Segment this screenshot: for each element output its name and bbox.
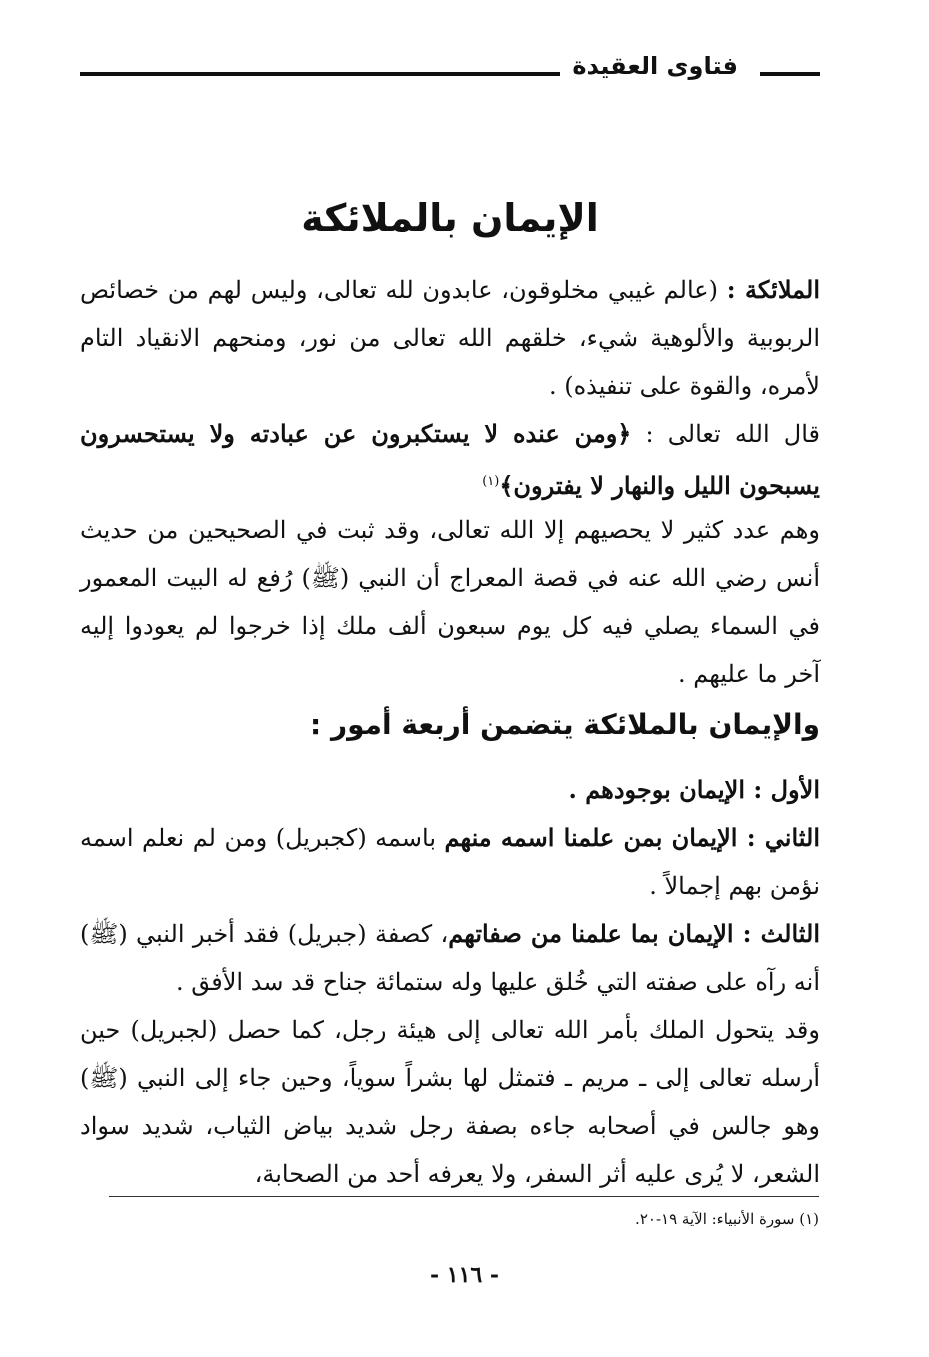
item-text: باسمه (كجبريل) ومن لم نعلم اسمه نؤمن بهم إجمالاً . — [80, 824, 820, 900]
definition-text: (عالم غيبي مخلوقون، عابدون لله تعالى، وليس لهم من خصائص الربوبية والألوهية شيء، خلقهم الله تعالى من نور، ومنحهم الانقياد التام لأمره، والقوة على تنفيذه) . — [80, 276, 820, 400]
footnote-divider — [109, 1196, 819, 1197]
item-label: الثاني : — [746, 823, 821, 852]
item-bold-text: الإيمان بمن علمنا اسمه منهم — [444, 823, 747, 852]
item-label: الثالث : — [742, 919, 820, 948]
item-bold-text: الإيمان بما علمنا من صفاتهم — [448, 919, 743, 948]
page-number: - ١١٦ - — [429, 1262, 500, 1288]
verse-intro: قال الله تعالى : — [631, 420, 820, 448]
running-header — [80, 52, 820, 92]
definition-lead: الملائكة : — [726, 275, 820, 304]
header-rule-left — [80, 72, 560, 76]
item-text: الإيمان بوجودهم . — [568, 775, 754, 804]
item-label: الأول : — [753, 775, 820, 804]
header-rule-right — [760, 72, 820, 76]
item-text: ، كصفة (جبريل) فقد أخبر النبي (ﷺ) أنه رآه على صفته التي خُلق عليها وله ستمائة جناح قد سد الأفق . — [80, 920, 820, 996]
paragraph-verse — [80, 410, 820, 510]
chapter-title: الإيمان بالملائكة — [301, 196, 599, 240]
list-item-first — [80, 766, 820, 814]
section-subheading: والإيمان بالملائكة يتضمن أربعة أمور : — [310, 708, 820, 741]
paragraph-number: وهم عدد كثير لا يحصيهم إلا الله تعالى، وقد ثبت في الصحيحين من حديث أنس رضي الله عنه في قصة المعراج أن النبي (ﷺ) رُفع له البيت المعمور في السماء يصلي فيه كل يوم سبعون ألف ملك إذا خرجوا لم يعودوا إليه آخر ما عليهم . — [80, 516, 820, 688]
list-item-third — [80, 910, 820, 1006]
footnote-ref: (١) — [482, 474, 500, 489]
footnote: (١) سورة الأنبياء: الآية ١٩-٢٠. — [635, 1210, 819, 1228]
list-item-second — [80, 814, 820, 910]
paragraph-transformation: وقد يتحول الملك بأمر الله تعالى إلى هيئة رجل، كما حصل (لجبريل) حين أرسله تعالى إلى ـ مريم ـ فتمثل لها بشراً سوياً، وحين جاء إلى النبي (ﷺ) وهو جالس في أصحابه جاءه بصفة رجل شديد بياض الثياب، شديد سواد الشعر، لا يُرى عليه أثر السفر، ولا يعرفه أحد من الصحابة، — [80, 1016, 820, 1188]
paragraph-definition — [80, 266, 820, 410]
running-title: فتاوى العقيدة — [572, 52, 738, 80]
quran-verse: ﴿ومن عنده لا يستكبرون عن عبادته ولا يستحسرون يسبحون الليل والنهار لا يفترون﴾ — [80, 419, 820, 500]
